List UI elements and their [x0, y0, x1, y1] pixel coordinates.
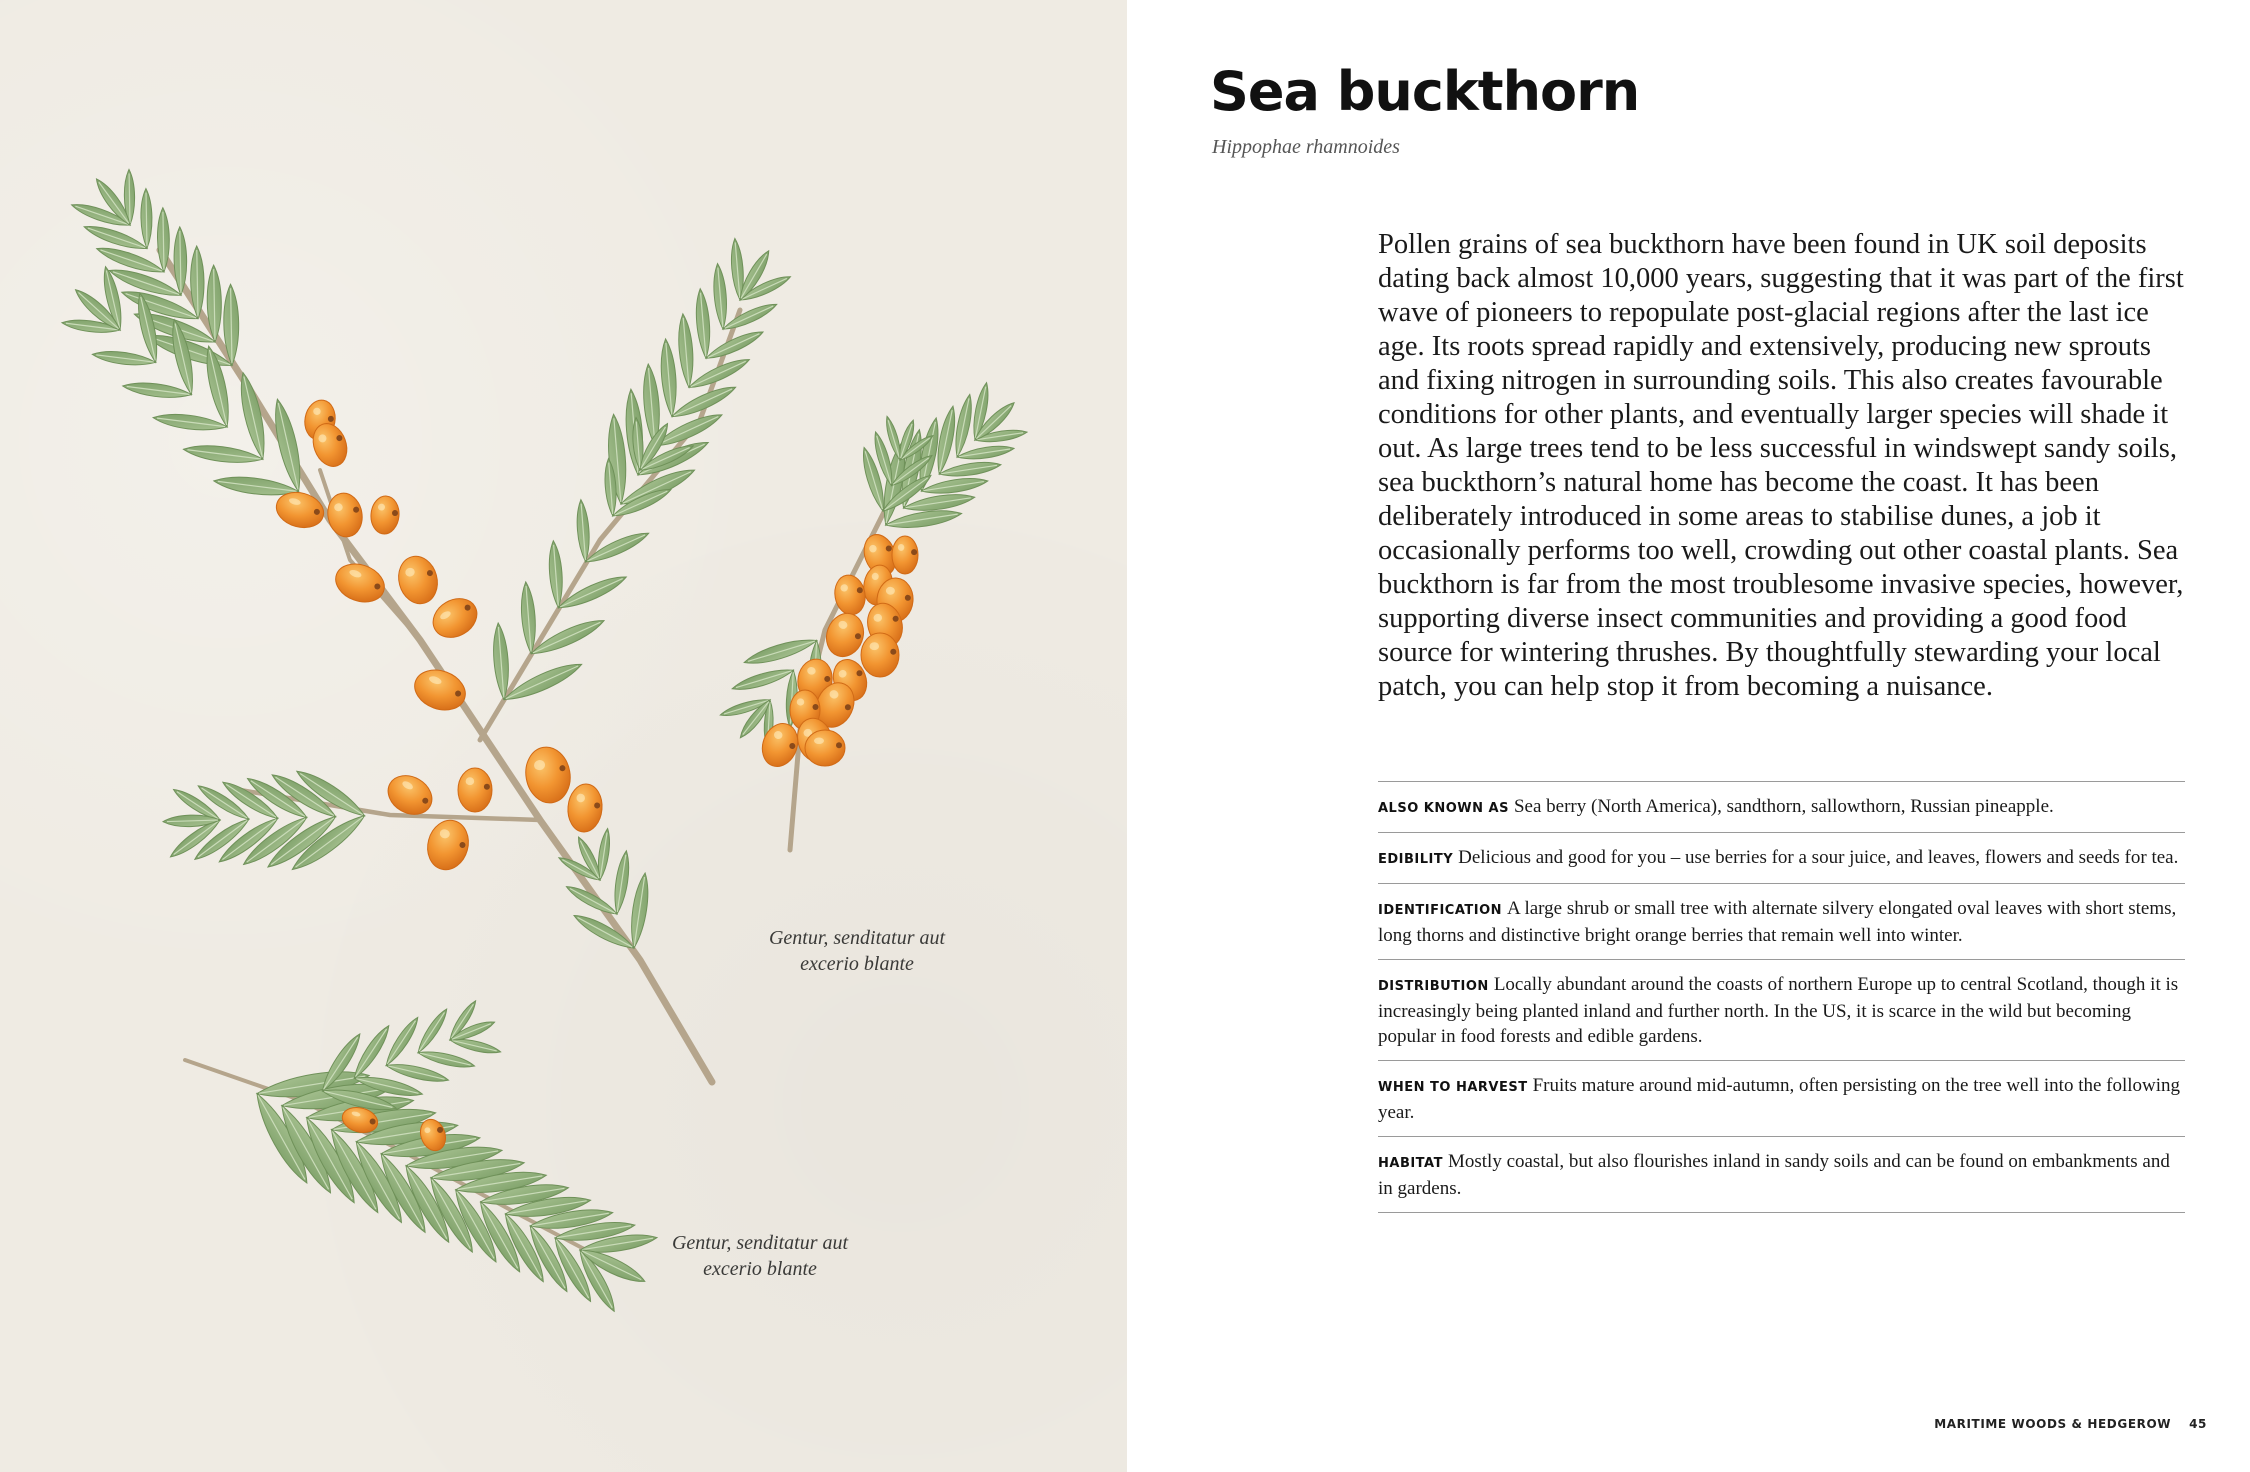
leaf: [731, 665, 795, 695]
berry: [330, 558, 389, 609]
berry: [458, 768, 492, 812]
running-footer: [1934, 1417, 2207, 1431]
page-title: Sea buckthorn: [1210, 60, 1640, 123]
berry: [426, 591, 484, 645]
fact-label: DISTRIBUTION: [1378, 979, 1489, 994]
leaf: [152, 411, 228, 434]
leaf: [547, 540, 564, 608]
fact-label: HABITAT: [1378, 1156, 1443, 1171]
branch-main: [61, 169, 792, 1082]
leaf: [519, 581, 538, 654]
fact-text: Sea berry (North America), sandthorn, sallowthorn, Russian pineapple.: [1513, 796, 2054, 817]
leaf: [627, 872, 652, 949]
leaf: [122, 380, 192, 401]
berry: [393, 552, 442, 608]
leaf: [382, 1014, 422, 1068]
fact-also-known-as: [1378, 782, 2185, 833]
berry: [521, 744, 574, 807]
leaf: [92, 349, 157, 369]
text-page: [1127, 0, 2250, 1472]
leaf: [350, 1022, 394, 1081]
leaf: [190, 246, 205, 319]
leaf: [140, 188, 152, 248]
berry: [861, 633, 899, 677]
caption-line: Gentur, senditatur aut: [671, 1232, 849, 1254]
leaf: [659, 338, 679, 417]
fact-edibility: [1378, 833, 2185, 884]
fact-habitat: [1378, 1137, 2185, 1213]
berry: [369, 495, 400, 535]
leaf: [712, 263, 729, 330]
fact-text: Fruits mature around mid-autumn, often persisting on the tree well into the following year.: [1378, 1075, 2181, 1123]
leaf: [575, 499, 591, 562]
leaf: [686, 354, 751, 393]
caption-line: Gentur, senditatur aut: [768, 927, 946, 949]
berry: [422, 816, 474, 875]
fact-label: WHEN TO HARVEST: [1378, 1080, 1528, 1095]
leaf: [952, 393, 976, 458]
caption-line: excerio blante: [703, 1258, 817, 1280]
fact-text: Mostly coastal, but also flourishes inland in sandy soils and can be found on embankments and in gardens.: [1378, 1151, 2170, 1199]
branch-lower: [185, 998, 658, 1314]
caption-line: excerio blante: [800, 953, 914, 975]
fact-list: [1378, 781, 2185, 1213]
fact-label: ALSO KNOWN AS: [1378, 801, 1509, 816]
berry: [805, 730, 845, 766]
fact-text: A large shrub or small tree with alternate silvery elongated oval leaves with short stems, long thorns and distinctive bright orange berries that remain well into winter.: [1378, 898, 2177, 946]
leaf: [956, 443, 1014, 462]
fact-distribution: [1378, 960, 2185, 1061]
latin-name: Hippophae rhamnoides: [1212, 136, 1400, 158]
berry: [892, 536, 918, 574]
branch-right: [719, 382, 1028, 850]
fact-label: EDIBILITY: [1378, 852, 1454, 867]
leaf: [183, 442, 264, 466]
fact-text: Delicious and good for you – use berries for a sour juice, and leaves, flowers and seeds for tea.: [1458, 847, 2179, 868]
leaf: [721, 299, 779, 334]
leaf: [571, 910, 637, 953]
leaf: [491, 622, 511, 700]
leaf: [694, 288, 712, 359]
illustration-caption-upper: [727, 925, 987, 977]
body-paragraph: Pollen grains of sea buckthorn have been found in UK soil deposits dating back almost 10,000 years, suggesting that it was part of the first wave of pioneers to repopulate post-glacial regions after the last ice age. Its roots spread rapidly and extensively, producing new sprouts and fixing nitrogen in surrounding soils. This also creates favourable conditions for other plants, and eventually larger species will shade it out. As large trees tend to be less successful in windswept sandy soils, sea buckthorn’s natural home has become the coast. It has been deliberately introduced in some areas to stabilise dunes, a job it occasionally performs too well, crowding out other coastal plants. Sea buckthorn is far from the most troublesome invasive species, however, supporting diverse insect communities and providing a good food source for wintering thrushes. By thoughtfully stewarding your local patch, you can help stop it from becoming a nuisance.: [1378, 229, 2184, 702]
leaf: [938, 459, 1001, 480]
fact-identification: [1378, 884, 2185, 960]
fact-label: IDENTIFICATION: [1378, 903, 1503, 918]
leaf: [611, 850, 632, 915]
branch-stem: [480, 310, 740, 740]
leaf: [676, 313, 695, 388]
leaf: [921, 475, 989, 497]
leaf: [414, 1006, 451, 1055]
section-name: MARITIME WOODS & HEDGEROW: [1934, 1417, 2172, 1431]
page-number: 45: [2189, 1417, 2207, 1431]
leaf: [417, 1048, 476, 1071]
fact-when-to-harvest: [1378, 1061, 2185, 1137]
illustration-caption-lower: [630, 1230, 890, 1282]
berry: [566, 783, 604, 834]
fact-text: Locally abundant around the coasts of northern Europe up to central Scotland, though it is increasingly being planted inland and further north. In the US, it is scarce in the wild but becoming popular in food forests and edible gardens.: [1378, 974, 2179, 1047]
